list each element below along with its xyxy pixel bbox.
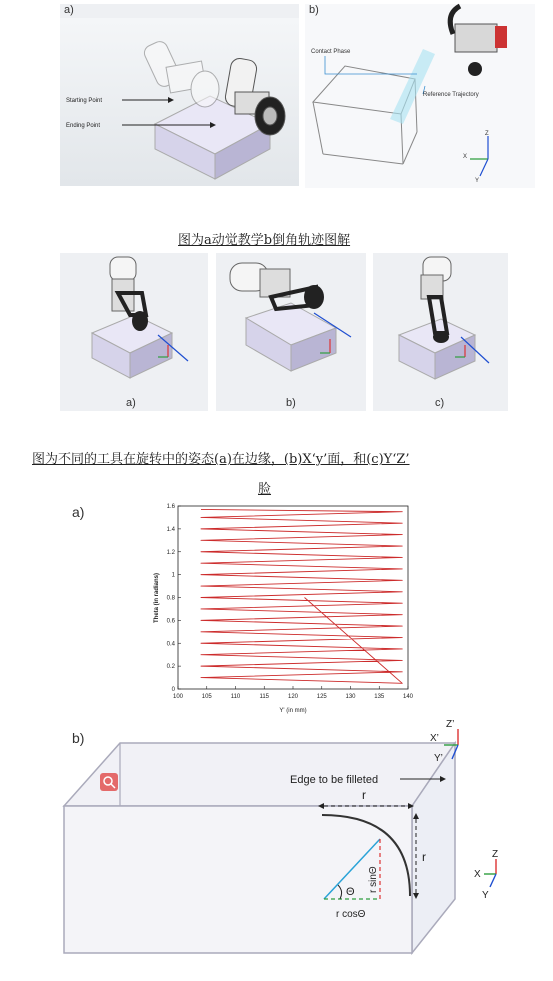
axis-z: Z	[492, 849, 499, 860]
chart-ytick-label: 0	[171, 687, 175, 693]
chart-ytick-label: 0.4	[166, 641, 175, 648]
figure2-label-b: b)	[286, 397, 296, 409]
contact-phase-label: Contact Phase	[311, 49, 351, 55]
reference-trajectory-label: Reference Trajectory	[423, 92, 479, 98]
figure2c-illustration	[373, 253, 508, 393]
axis-y: Y	[482, 890, 489, 901]
figure1b-illustration	[305, 4, 535, 188]
chart-ylabel: Theta (in radians)	[154, 572, 160, 624]
search-icon[interactable]	[100, 773, 118, 791]
figure2a-illustration	[60, 253, 208, 393]
chart-xlabel: Y' (in mm)	[279, 708, 307, 714]
theta-label: Θ	[346, 886, 355, 898]
chart-xtick-label: 105	[201, 694, 212, 700]
chart-xtick-label: 110	[230, 694, 241, 700]
figure3	[60, 498, 510, 956]
ending-point-label: Ending Point	[66, 123, 101, 129]
axis-x: X	[474, 869, 481, 880]
starting-point-label: Starting Point	[66, 98, 103, 104]
radius-label-top: r	[362, 788, 366, 802]
fig1-axis-x: X	[463, 154, 468, 160]
figure1a-illustration	[60, 4, 299, 186]
figure2b-illustration	[216, 253, 366, 393]
chart-xtick-label: 140	[402, 694, 414, 700]
chart-ytick-label: 1.6	[166, 504, 175, 510]
chart-xtick-label: 100	[172, 694, 184, 700]
caption-2-line-2: 脸	[258, 482, 272, 497]
figure2-panel-c	[373, 253, 508, 411]
r-sin-label: r sinΘ	[368, 866, 379, 893]
figure1-panel-a	[60, 4, 299, 186]
chart-xtick-label: 120	[287, 694, 299, 700]
axis-x-prime: X’	[430, 733, 439, 744]
figure3-label-a: a)	[72, 504, 85, 520]
figure2-label-a: a)	[126, 397, 136, 409]
chart-xtick-label: 115	[259, 694, 270, 700]
figure2-label-c: c)	[435, 397, 445, 409]
axis-y-prime: Y’	[434, 753, 443, 764]
chart-ytick-label: 0.6	[166, 618, 175, 625]
chart-ytick-label: 1.2	[166, 549, 175, 556]
chart-ytick-label: 1.4	[166, 526, 175, 533]
fillet-diagram	[60, 719, 510, 956]
fig1-axis-y: Y	[475, 178, 480, 184]
chart-ytick-label: 0.8	[166, 595, 175, 602]
figure1-label-b: b)	[309, 4, 319, 16]
figure1-label-a: a)	[64, 4, 74, 16]
chart-ytick-label: 1	[171, 572, 175, 579]
figure2-panel-b	[216, 253, 366, 411]
chart-xtick-label: 125	[316, 694, 327, 700]
chart-series-line	[201, 509, 402, 683]
chart-ytick-label: 0.2	[166, 664, 175, 671]
caption-2-line-1: 图为不同的工具在旋转中的姿态(a)在边缘，(b)X‘y’面，和(c)Y‘Z’	[32, 452, 410, 467]
figure2-panel-a	[60, 253, 208, 411]
fig1-axis-z: Z	[485, 131, 489, 137]
radius-label-side: r	[422, 850, 426, 864]
caption-1: 图为a动觉教学b倒角轨迹图解	[178, 233, 351, 248]
theta-chart	[150, 498, 450, 716]
figure3-label-b: b)	[72, 730, 85, 746]
chart-xtick-label: 135	[374, 694, 385, 700]
edge-label: Edge to be filleted	[290, 774, 379, 786]
figure1-panel-b	[305, 4, 535, 188]
r-cos-label: r cosΘ	[336, 909, 366, 920]
axis-z-prime: Z’	[446, 719, 455, 730]
chart-xtick-label: 130	[345, 694, 356, 700]
